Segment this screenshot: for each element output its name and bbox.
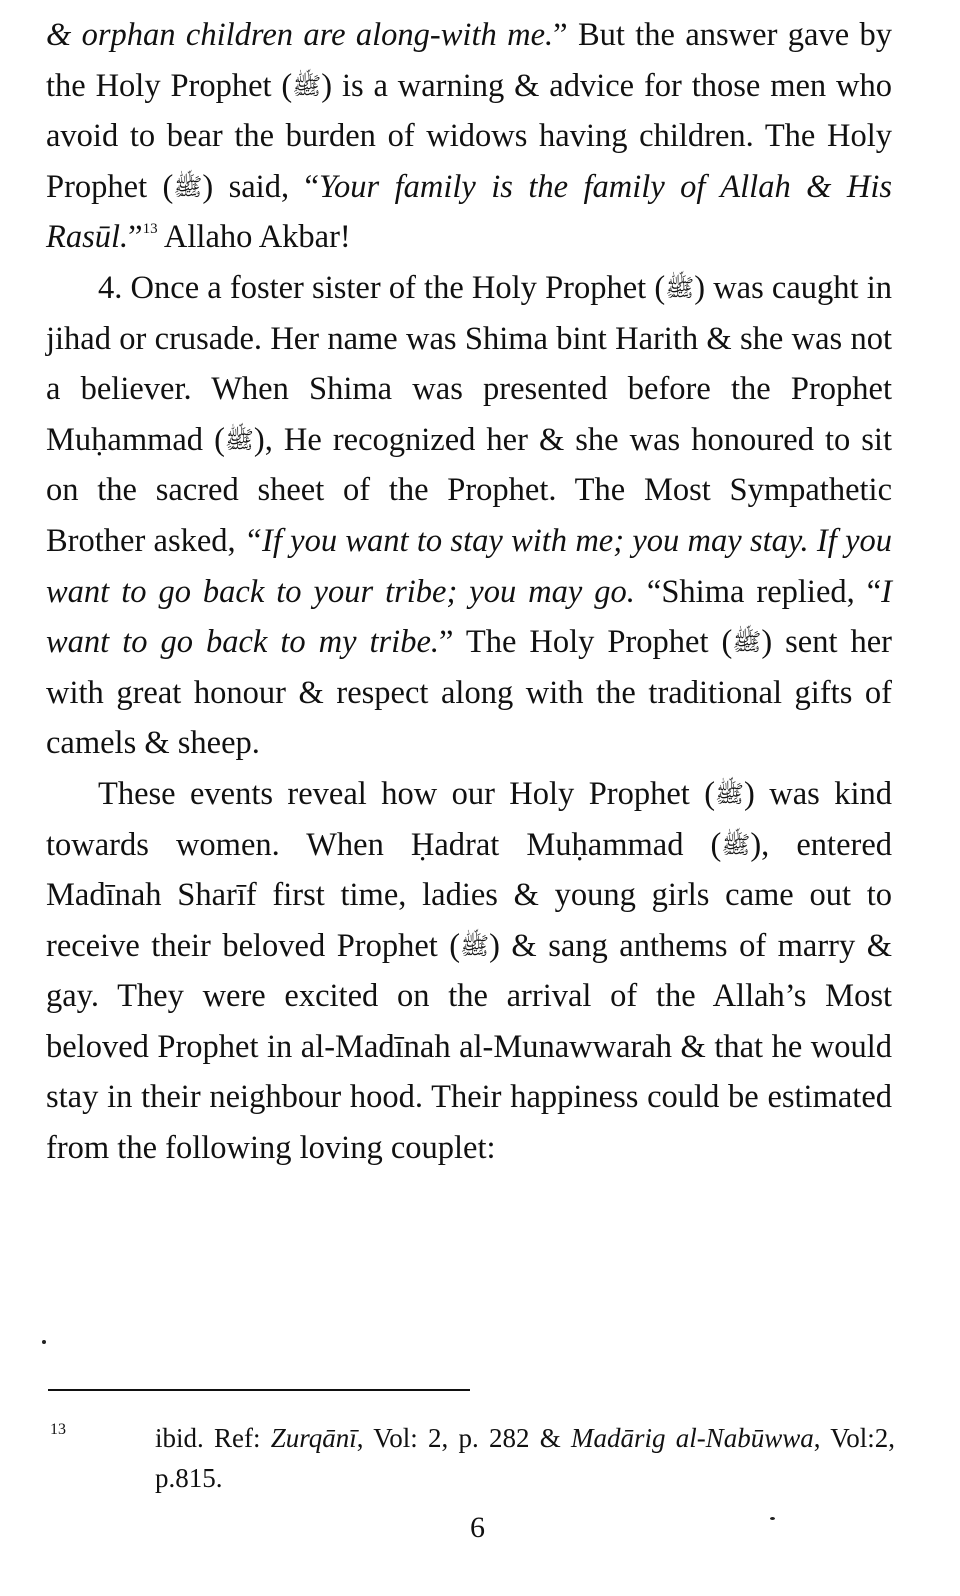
scan-speck <box>42 1340 46 1344</box>
page-body <box>46 10 892 1174</box>
text-segment: ” But the answer gave by the Holy Prophet ( <box>46 17 892 104</box>
footnote-segment: , Vol:2, p.815. <box>155 1423 895 1493</box>
footnote-segment: , Vol: 2, p. 282 & <box>356 1423 571 1453</box>
text-segment: These events reveal how our Holy Prophet ( <box>98 775 716 812</box>
footnote-number: 13 <box>50 1421 66 1438</box>
footnote-reference: 13 <box>142 221 158 238</box>
text-segment: ), entered Madīnah Sharīf first time, ladies & young girls came out to receive their beloved Prophet ( <box>46 826 893 964</box>
salutation-seal-icon: ﷺ <box>721 830 751 859</box>
footnote-text <box>155 1418 895 1498</box>
text-segment: “Shima replied, “ <box>634 573 882 610</box>
salutation-seal-icon: ﷺ <box>292 71 322 100</box>
text-segment: ) was caught in jihad or crusade. Her name was Shima bint Harith & she was not a believer. When Shima was presented before the Prophet Muḥammad ( <box>46 269 892 458</box>
salutation-seal-icon: ﷺ <box>715 779 745 808</box>
footnote-divider <box>48 1389 470 1391</box>
text-segment: Allaho Akbar! <box>157 219 351 256</box>
salutation-seal-icon: ﷺ <box>732 628 762 657</box>
text-segment: 4. Once a foster sister of the Holy Prophet ( <box>98 269 666 306</box>
text-segment: ” <box>128 219 143 256</box>
quote-stay-or-go: “If you want to stay with me; you may stay. If you want to go back to your tribe; you may go. <box>46 522 892 610</box>
salutation-seal-icon: ﷺ <box>224 425 254 454</box>
paragraph-continuation <box>46 10 892 263</box>
scan-speck <box>770 1517 775 1520</box>
footnote-segment: ibid. Ref: <box>155 1423 271 1453</box>
quote-orphan-children: & orphan children are along-with me. <box>46 17 554 53</box>
footnote-source-madarig: Madārig al-Nabūwwa <box>570 1423 814 1453</box>
text-segment: ) was kind towards women. When Ḥadrat Muḥammad ( <box>46 775 892 863</box>
text-segment: ) is a warning & advice for those men who avoid to bear the burden of widows having children. The Holy Prophet ( <box>46 67 892 205</box>
salutation-seal-icon: ﷺ <box>665 273 695 302</box>
text-segment: ), He recognized her & she was honoured to sit on the sacred sheet of the Prophet. The Most Sympathetic Brother asked, <box>46 421 892 559</box>
paragraph-shima <box>46 263 892 769</box>
salutation-seal-icon: ﷺ <box>460 931 490 960</box>
text-segment: ) said, “ <box>202 168 319 205</box>
text-segment: ” The Holy Prophet ( <box>439 624 733 661</box>
quote-back-to-tribe: I want to go back to my tribe. <box>46 573 892 661</box>
salutation-seal-icon: ﷺ <box>173 172 203 201</box>
paragraph-events <box>46 769 892 1174</box>
text-segment: ) & sang anthems of marry & gay. They were excited on the arrival of the Allah’s Most beloved Prophet in al-Madīnah al-Munawwarah & that he would stay in their neighbour hood. Their happiness could be estimated from the following loving couplet: <box>46 927 892 1167</box>
page-number: 6 <box>470 1511 485 1544</box>
quote-your-family: Your family is the family of Allah & His Rasūl. <box>46 168 892 256</box>
text-segment: ) sent her with great honour & respect along with the traditional gifts of camels & sheep. <box>46 624 892 762</box>
footnote-source-zurqani: Zurqānī <box>270 1423 357 1453</box>
